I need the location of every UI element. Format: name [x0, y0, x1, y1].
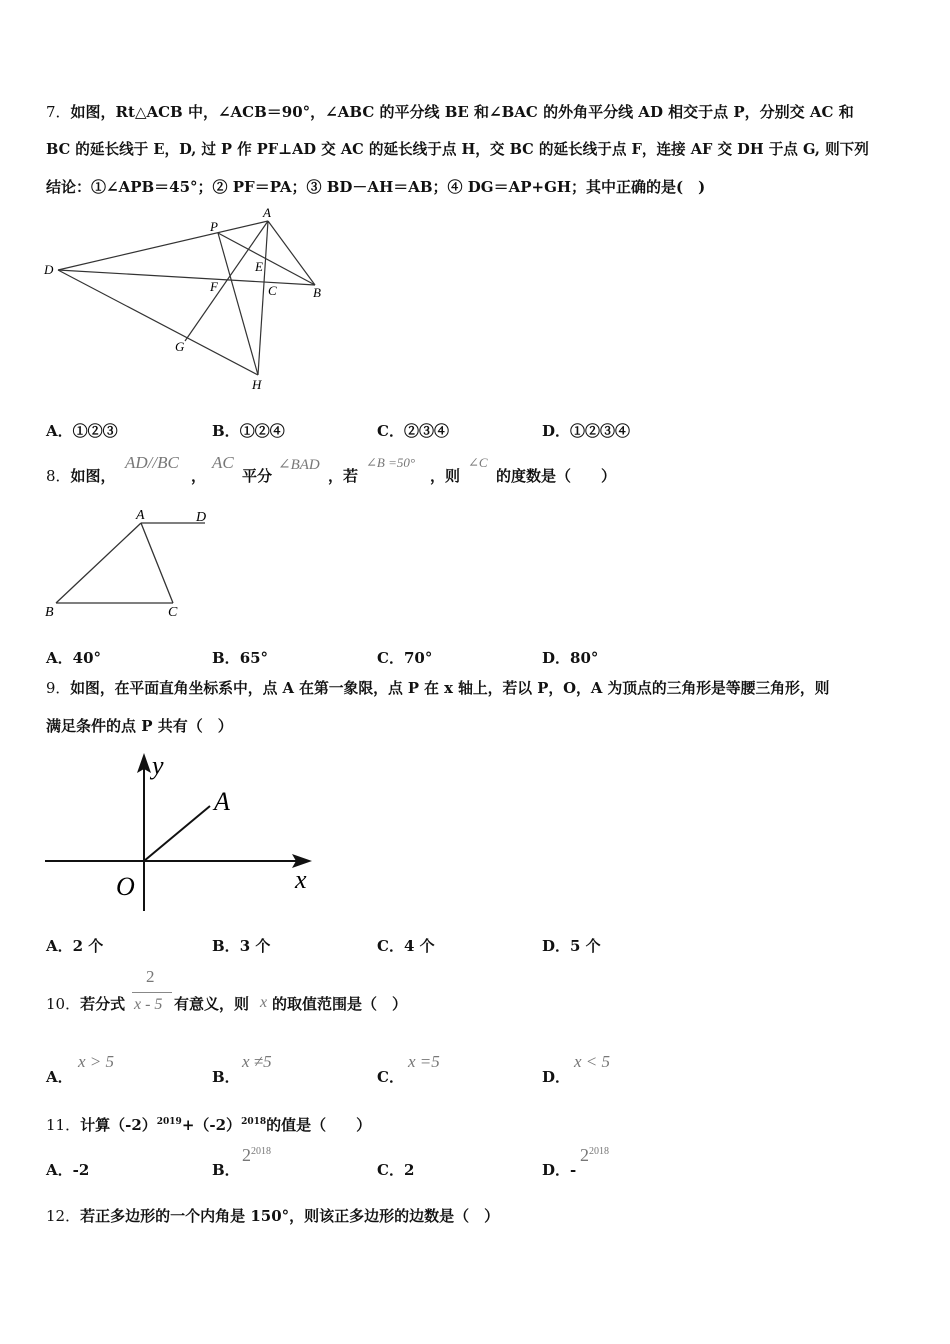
q8-math-angle-c: ∠C	[468, 455, 488, 470]
q8-option-a[interactable]: A．40°	[46, 649, 102, 667]
q9-label-y: y	[152, 751, 164, 780]
q11-option-c[interactable]: C．2	[377, 1161, 415, 1179]
q7-label-C: C	[268, 283, 277, 298]
q7-label-A: A	[263, 205, 271, 220]
q11-option-b-power: $2^{2018}$	[242, 1145, 271, 1165]
q8-option-c[interactable]: C．70°	[377, 649, 433, 667]
q10-math-x: x	[260, 994, 268, 1011]
q7-option-d[interactable]: D．①②③④	[542, 422, 631, 440]
q10-stem-start: 10．若分式	[46, 995, 126, 1013]
q7-line3: 结论：①∠APB＝45°；② PF＝PA；③ BD－AH＝AB；④ DG＝AP+GH；其中正确的是( )	[46, 178, 706, 196]
q9-label-A: A	[214, 787, 230, 816]
q9-option-a[interactable]: A．2 个	[46, 937, 104, 955]
q10-number: 10．	[46, 995, 81, 1013]
q8-label-D: D	[196, 510, 207, 525]
q7-label-P: P	[210, 219, 218, 234]
q10-option-d-math: x < 5	[574, 1052, 611, 1071]
q9-figure	[40, 748, 330, 918]
q7-label-E: E	[255, 259, 263, 274]
q11-option-b[interactable]: B．	[212, 1161, 240, 1179]
q7-label-B: B	[313, 285, 321, 300]
q8-math-angle-b: ∠B =50°	[366, 455, 416, 470]
q9-option-c[interactable]: C．4 个	[377, 937, 435, 955]
q8-math-ac: AC	[212, 453, 234, 472]
q7-label-D: D	[44, 262, 54, 277]
q9-line1: 9．如图，在平面直角坐标系中，点 A 在第一象限，点 P 在 x 轴上，若以 P，O，A 为顶点的三角形是等腰三角形，则	[46, 680, 830, 697]
q10-option-a-math: x > 5	[78, 1052, 115, 1071]
q9-option-b[interactable]: B．3 个	[212, 937, 271, 955]
q10-fraction-bar	[132, 992, 172, 993]
q8-option-b[interactable]: B．65°	[212, 649, 269, 667]
q8-stem: 8．如图，	[46, 467, 116, 485]
q8-option-d[interactable]: D．80°	[542, 649, 599, 667]
q8-label-A: A	[136, 508, 145, 523]
q11-option-d-power: $2^{2018}$	[580, 1145, 609, 1165]
q12-number: 12．	[46, 1207, 81, 1225]
q11-option-a[interactable]: A．-2	[46, 1161, 90, 1179]
q7-figure	[40, 203, 340, 398]
q11-number: 11．	[46, 1116, 81, 1134]
q12-stem: 12．若正多边形的一个内角是 150°，则该正多边形的边数是（ ）	[46, 1207, 500, 1225]
q9-label-O: O	[116, 872, 135, 901]
q10-fraction-denominator: x - 5	[134, 996, 163, 1013]
q10-option-c-math: x =5	[408, 1052, 440, 1071]
q7-option-b[interactable]: B．①②④	[212, 422, 285, 440]
q7-number: 7．	[46, 103, 71, 121]
q7-option-c[interactable]: C．②③④	[377, 422, 449, 440]
q11-stem: 11．计算$(-2)^{2019}+(-2)^{2018}$的值是（ ）	[46, 1116, 372, 1134]
q11-option-d[interactable]: D．-	[542, 1161, 577, 1179]
q7-line1: 7．如图，Rt△ACB 中，∠ACB＝90°，∠ABC 的平分线 BE 和∠BAC 的外角平分线 AD 相交于点 P，分别交 AC 和	[46, 103, 854, 121]
q8-label-C: C	[168, 605, 178, 620]
q7-line2: BC 的延长线于 E，D, 过 P 作 PF⊥AD 交 AC 的延长线于点 H，交 BC 的延长线于点 F，连接 AF 交 DH 于点 G, 则下列	[46, 141, 869, 158]
q8-math-angle-bad: ∠BAD	[278, 457, 320, 473]
q11-exponent-2018: 2018	[241, 1117, 267, 1127]
q10-option-a[interactable]: A．	[46, 1068, 73, 1086]
q7-label-G: G	[175, 339, 185, 354]
q10-option-b-math: x ≠5	[242, 1052, 272, 1071]
q7-option-a[interactable]: A．①②③	[46, 422, 118, 440]
q8-figure	[40, 503, 220, 623]
q10-option-d[interactable]: D．	[542, 1068, 571, 1086]
q11-exponent-2019: 2019	[156, 1117, 182, 1127]
q8-math-ad-parallel-bc: AD//BC	[125, 453, 179, 472]
q9-number: 9．	[46, 680, 71, 697]
q8-number: 8．	[46, 467, 71, 485]
q9-option-d[interactable]: D．5 个	[542, 937, 601, 955]
q10-fraction-numerator: 2	[146, 967, 155, 986]
q10-option-b[interactable]: B．	[212, 1068, 240, 1086]
q7-label-F: F	[210, 279, 218, 294]
q8-label-B: B	[45, 605, 54, 620]
q10-option-c[interactable]: C．	[377, 1068, 404, 1086]
q9-line2: 满足条件的点 P 共有（ ）	[46, 717, 233, 735]
q7-label-H: H	[252, 377, 262, 392]
q9-label-x: x	[295, 865, 307, 894]
